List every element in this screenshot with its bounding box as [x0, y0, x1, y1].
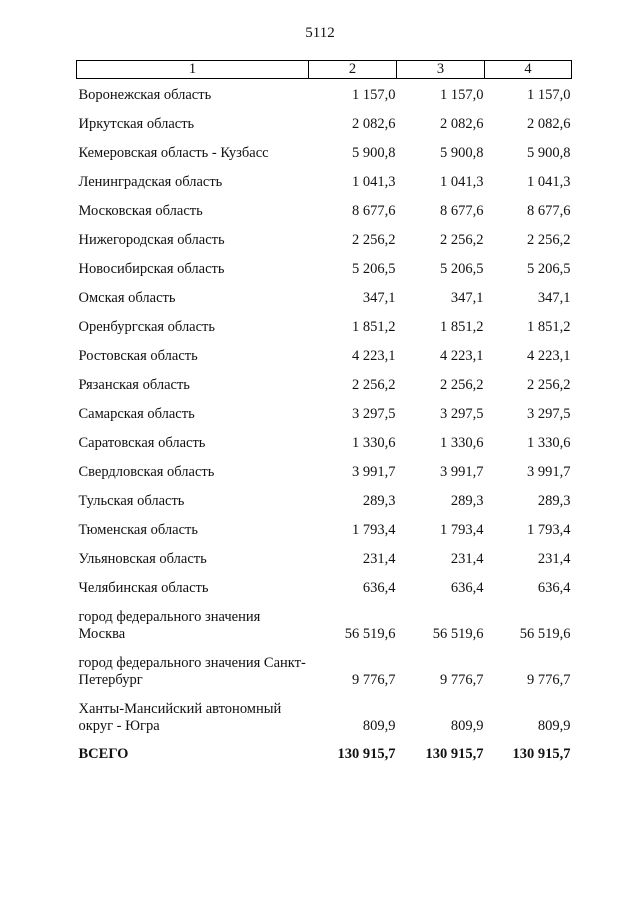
region-name-cell: Ростовская область: [78, 348, 198, 364]
value-col3-cell: 1 157,0: [440, 87, 484, 103]
value-col2-cell: 5 206,5: [352, 261, 396, 277]
value-col3-cell: 289,3: [450, 493, 484, 509]
value-col4-cell: 3 297,5: [527, 406, 571, 422]
total-label: ВСЕГО: [78, 746, 129, 762]
value-col4-cell: 1 851,2: [527, 319, 571, 335]
column-header-2: 2: [309, 61, 397, 79]
value-col4-cell: 56 519,6: [519, 626, 571, 642]
region-name-cell: Новосибирская область: [78, 261, 225, 277]
region-name-cell: Оренбургская область: [78, 319, 216, 335]
table-row: [77, 481, 572, 510]
value-col2-cell: 9 776,7: [352, 672, 396, 688]
region-name-cell: Саратовская область: [78, 435, 206, 451]
value-col3-cell: 347,1: [450, 290, 484, 306]
table-row: [77, 510, 572, 539]
region-name-cell: Тюменская область: [78, 522, 198, 538]
table-row: [77, 104, 572, 133]
budget-table: [76, 60, 572, 763]
table-row: [77, 220, 572, 249]
region-name-cell: Свердловская область: [78, 464, 215, 480]
value-col3-cell: 8 677,6: [440, 203, 484, 219]
region-name-cell: город федерального значения Санкт-Петербург: [78, 655, 306, 688]
value-col3-cell: 56 519,6: [432, 626, 484, 642]
value-col4-cell: 5 900,8: [527, 145, 571, 161]
value-col2-cell: 4 223,1: [352, 348, 396, 364]
value-col4-cell: 1 157,0: [527, 87, 571, 103]
total-row: [77, 735, 572, 763]
value-col4-cell: 231,4: [537, 551, 571, 567]
value-col4-cell: 5 206,5: [527, 261, 571, 277]
region-name-cell: город федерального значения Москва: [78, 609, 261, 642]
column-header-4: 4: [485, 61, 572, 79]
column-header-1: 1: [77, 61, 309, 79]
value-col4-cell: 9 776,7: [527, 672, 571, 688]
table-row: [77, 307, 572, 336]
value-col2-cell: 2 256,2: [352, 232, 396, 248]
value-col3-cell: 5 900,8: [440, 145, 484, 161]
value-col3-cell: 1 041,3: [440, 174, 484, 190]
value-col2-cell: 289,3: [362, 493, 396, 509]
table-row: [77, 643, 572, 689]
value-col3-cell: 9 776,7: [440, 672, 484, 688]
value-col4-cell: 2 256,2: [527, 232, 571, 248]
table-row: [77, 689, 572, 735]
column-header-3: 3: [397, 61, 485, 79]
table-row: [77, 336, 572, 365]
table-row: [77, 133, 572, 162]
table-row: [77, 394, 572, 423]
total-col2: 130 915,7: [337, 746, 396, 762]
table-row: [77, 162, 572, 191]
value-col3-cell: 2 256,2: [440, 232, 484, 248]
value-col3-cell: 3 991,7: [440, 464, 484, 480]
value-col2-cell: 809,9: [362, 718, 396, 734]
value-col2-cell: 1 041,3: [352, 174, 396, 190]
value-col2-cell: 56 519,6: [344, 626, 396, 642]
region-name-cell: Иркутская область: [78, 116, 195, 132]
table-row: [77, 452, 572, 481]
value-col4-cell: 1 330,6: [527, 435, 571, 451]
region-name-cell: Нижегородская область: [78, 232, 225, 248]
header-row: [77, 61, 572, 79]
region-name-cell: Рязанская область: [78, 377, 190, 393]
value-col2-cell: 231,4: [362, 551, 396, 567]
table-row: [77, 597, 572, 643]
value-col3-cell: 1 793,4: [440, 522, 484, 538]
table-body: [77, 79, 572, 764]
value-col3-cell: 4 223,1: [440, 348, 484, 364]
region-name-cell: Ленинградская область: [78, 174, 223, 190]
page-number: 5112: [305, 25, 335, 41]
table-row: [77, 365, 572, 394]
region-name-cell: Кемеровская область - Кузбасс: [78, 145, 269, 161]
value-col4-cell: 3 991,7: [527, 464, 571, 480]
value-col3-cell: 809,9: [450, 718, 484, 734]
table-row: [77, 568, 572, 597]
table-row: [77, 539, 572, 568]
value-col2-cell: 8 677,6: [352, 203, 396, 219]
value-col4-cell: 1 041,3: [527, 174, 571, 190]
region-name-cell: Омская область: [78, 290, 176, 306]
region-name-cell: Челябинская область: [78, 580, 209, 596]
value-col3-cell: 1 330,6: [440, 435, 484, 451]
region-name-cell: Ульяновская область: [78, 551, 207, 567]
total-col3: 130 915,7: [425, 746, 484, 762]
value-col2-cell: 347,1: [362, 290, 396, 306]
value-col3-cell: 636,4: [450, 580, 484, 596]
value-col2-cell: 1 851,2: [352, 319, 396, 335]
value-col2-cell: 1 157,0: [352, 87, 396, 103]
value-col3-cell: 2 256,2: [440, 377, 484, 393]
table-row: [77, 249, 572, 278]
value-col2-cell: 5 900,8: [352, 145, 396, 161]
value-col4-cell: 2 082,6: [527, 116, 571, 132]
value-col2-cell: 1 793,4: [352, 522, 396, 538]
value-col2-cell: 636,4: [362, 580, 396, 596]
value-col2-cell: 3 991,7: [352, 464, 396, 480]
value-col3-cell: 2 082,6: [440, 116, 484, 132]
value-col3-cell: 231,4: [450, 551, 484, 567]
table-row: [77, 79, 572, 105]
value-col2-cell: 3 297,5: [352, 406, 396, 422]
region-name-cell: Ханты-Мансийский автономный округ - Югра: [78, 701, 282, 734]
table-row: [77, 191, 572, 220]
value-col3-cell: 5 206,5: [440, 261, 484, 277]
total-col4: 130 915,7: [512, 746, 571, 762]
value-col4-cell: 347,1: [537, 290, 571, 306]
value-col4-cell: 289,3: [537, 493, 571, 509]
value-col4-cell: 636,4: [537, 580, 571, 596]
region-name-cell: Московская область: [78, 203, 203, 219]
value-col4-cell: 1 793,4: [527, 522, 571, 538]
value-col3-cell: 3 297,5: [440, 406, 484, 422]
table-row: [77, 278, 572, 307]
value-col2-cell: 1 330,6: [352, 435, 396, 451]
value-col4-cell: 8 677,6: [527, 203, 571, 219]
value-col4-cell: 809,9: [537, 718, 571, 734]
table-row: [77, 423, 572, 452]
value-col4-cell: 4 223,1: [527, 348, 571, 364]
value-col2-cell: 2 256,2: [352, 377, 396, 393]
value-col3-cell: 1 851,2: [440, 319, 484, 335]
value-col4-cell: 2 256,2: [527, 377, 571, 393]
table-header: [77, 61, 572, 79]
region-name-cell: Воронежская область: [78, 87, 212, 103]
region-name-cell: Самарская область: [78, 406, 195, 422]
value-col2-cell: 2 082,6: [352, 116, 396, 132]
region-name-cell: Тульская область: [78, 493, 185, 509]
